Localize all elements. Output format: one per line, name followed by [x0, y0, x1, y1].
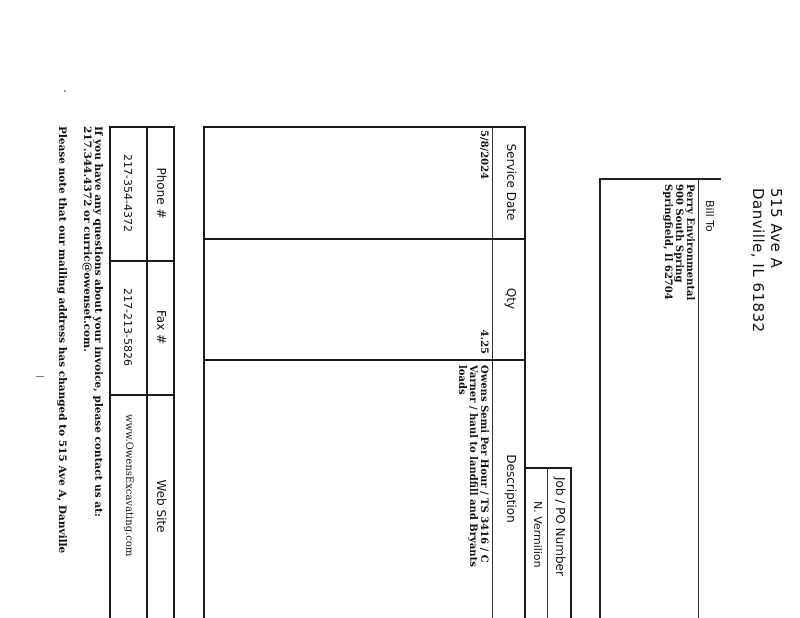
- row-qty: 4.25: [478, 329, 489, 354]
- contact-table-top: [173, 126, 175, 618]
- job-box-divider: [547, 467, 548, 618]
- web-site-value: www.OwensExcavating.com: [123, 414, 134, 557]
- row-description-line-3: loads: [456, 365, 467, 395]
- items-table-top: [524, 126, 526, 618]
- items-table-bottom: [203, 126, 205, 618]
- job-po-value: N. Vermilion: [531, 501, 544, 568]
- job-box-top: [570, 467, 572, 618]
- note-contact: 217.344.4372 or curric@owenset.com.: [81, 126, 93, 352]
- job-po-label: Job / PO Number: [553, 477, 567, 576]
- fax-header: Fax #: [154, 309, 168, 345]
- company-street: 515 Ave A: [767, 188, 785, 269]
- description-header: Description: [504, 454, 518, 523]
- contact-table-bottom: [109, 126, 111, 618]
- fax-value: 217-213-5826: [121, 288, 134, 366]
- bill-to-box: [599, 178, 721, 618]
- bill-to-label: Bill To: [703, 200, 716, 232]
- phone-header: Phone #: [154, 167, 168, 219]
- items-col-divider-2: [203, 359, 526, 361]
- row-description-line-1: Owens Semi Per Hour / TS 3416 / C: [478, 365, 489, 563]
- items-col-left: [203, 126, 526, 128]
- note-address-change: Please note that our mailing address has changed to 515 Ave A, Danville: [56, 126, 68, 554]
- company-city-state-zip: Danville, IL 61832: [749, 188, 767, 333]
- scan-speck: [64, 90, 66, 92]
- contact-header-divider: [146, 126, 148, 618]
- scan-speck: [36, 376, 44, 377]
- web-site-header: Web Site: [154, 479, 168, 533]
- service-date-header: Service Date: [504, 143, 518, 221]
- items-header-divider: [492, 126, 493, 618]
- phone-value: 217-354-4372: [121, 154, 134, 232]
- bill-to-line-1: Perry Environmental: [684, 184, 695, 301]
- bill-to-divider: [698, 180, 699, 618]
- note-questions: If you have any questions about your invoice, please contact us at:: [92, 126, 104, 517]
- row-description-line-2: Varner / haul to landfill and Bryants: [467, 365, 478, 567]
- row-service-date: 5/8/2024: [478, 130, 489, 180]
- bill-to-line-3: Springfield, Il 62704: [662, 184, 673, 300]
- qty-header: Qty: [504, 287, 518, 310]
- bill-to-line-2: 900 South Spring: [673, 184, 684, 283]
